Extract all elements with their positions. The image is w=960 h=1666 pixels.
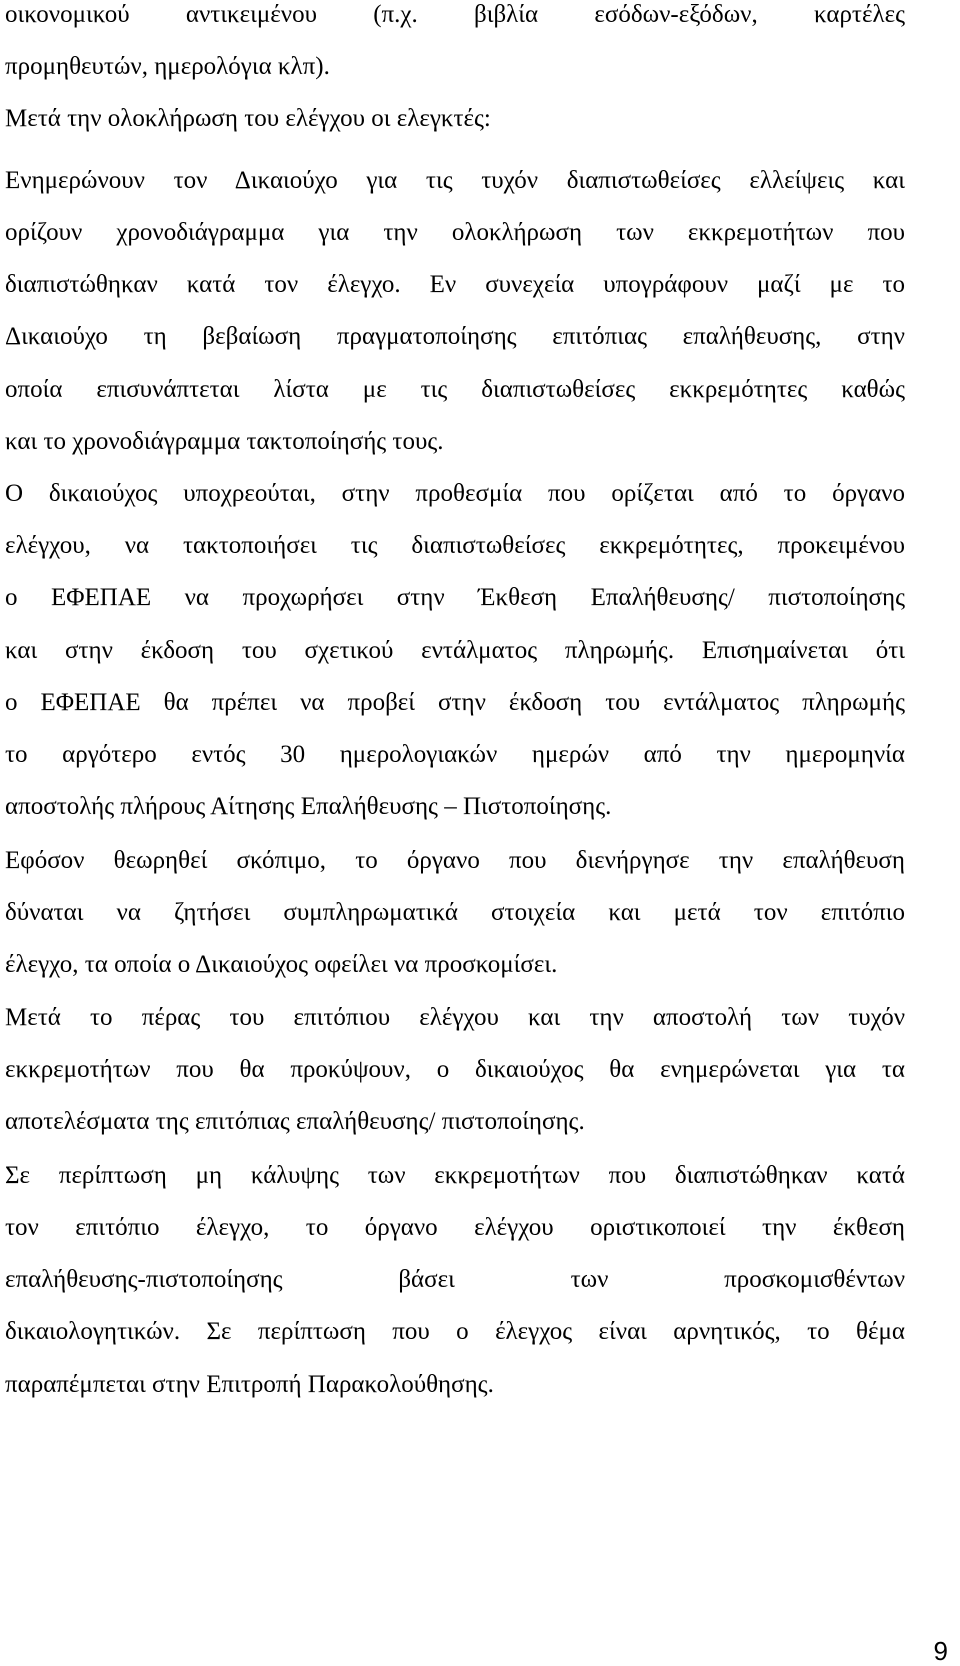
text-line: το αργότερο εντός 30 ημερολογιακών ημερών από την ημερομηνία (5, 741, 905, 768)
text-line: Ενημερώνουν τον Δικαιούχο για τις τυχόν διαπιστωθείσες ελλείψεις και (5, 167, 905, 194)
text-line: Ο δικαιούχος υποχρεούται, στην προθεσμία που ορίζεται από το όργανο (5, 480, 905, 507)
text-line: διαπιστώθηκαν κατά τον έλεγχο. Εν συνεχεία υπογράφουν μαζί με το (5, 271, 905, 298)
text-line: ο ΕΦΕΠΑΕ να προχωρήσει στην Έκθεση Επαλήθευσης/ πιστοποίησης (5, 584, 905, 611)
text-line: δικαιολογητικών. Σε περίπτωση που ο έλεγχος είναι αρνητικός, το θέμα (5, 1318, 905, 1345)
text-line: οικονομικού αντικειμένου (π.χ. βιβλία εσόδων-εξόδων, καρτέλες (5, 1, 905, 28)
text-line: Μετά το πέρας του επιτόπιου ελέγχου και την αποστολή των τυχόν (5, 1004, 905, 1031)
text-line: Δικαιούχο τη βεβαίωση πραγματοποίησης επιτόπιας επαλήθευσης, στην (5, 323, 905, 350)
text-line: ελέγχου, να τακτοποιήσει τις διαπιστωθείσες εκκρεμότητες, προκειμένου (5, 532, 905, 559)
text-line: αποστολής πλήρους Αίτησης Επαλήθευσης – Πιστοποίησης. (5, 793, 612, 820)
text-line: αποτελέσματα της επιτόπιας επαλήθευσης/ πιστοποίησης. (5, 1108, 585, 1135)
text-line: και στην έκδοση του σχετικού εντάλματος πληρωμής. Επισημαίνεται ότι (5, 637, 905, 664)
text-line: επαλήθευσης-πιστοποίησης βάσει των προσκομισθέντων (5, 1266, 905, 1293)
page-number: 9 (933, 1636, 948, 1666)
text-line: οποία επισυνάπτεται λίστα με τις διαπιστωθείσες εκκρεμότητες καθώς (5, 376, 905, 403)
text-line: Μετά την ολοκλήρωση του ελέγχου οι ελεγκτές: (5, 105, 491, 132)
text-line: εκκρεμοτήτων που θα προκύψουν, ο δικαιούχος θα ενημερώνεται για τα (5, 1056, 905, 1083)
text-line: ορίζουν χρονοδιάγραμμα για την ολοκλήρωση των εκκρεμοτήτων που (5, 219, 905, 246)
text-line: έλεγχο, τα οποία ο Δικαιούχος οφείλει να προσκομίσει. (5, 951, 558, 978)
text-line: παραπέμπεται στην Επιτροπή Παρακολούθησης. (5, 1371, 494, 1398)
text-line: τον επιτόπιο έλεγχο, το όργανο ελέγχου οριστικοποιεί την έκθεση (5, 1214, 905, 1241)
text-line: Εφόσον θεωρηθεί σκόπιμο, το όργανο που διενήργησε την επαλήθευση (5, 847, 905, 874)
text-line: Σε περίπτωση μη κάλυψης των εκκρεμοτήτων που διαπιστώθηκαν κατά (5, 1162, 905, 1189)
text-line: και το χρονοδιάγραμμα τακτοποίησής τους. (5, 428, 444, 455)
text-line: δύναται να ζητήσει συμπληρωματικά στοιχεία και μετά τον επιτόπιο (5, 899, 905, 926)
text-line: προμηθευτών, ημερολόγια κλπ). (5, 53, 330, 80)
text-line: ο ΕΦΕΠΑΕ θα πρέπει να προβεί στην έκδοση του εντάλματος πληρωμής (5, 689, 905, 716)
